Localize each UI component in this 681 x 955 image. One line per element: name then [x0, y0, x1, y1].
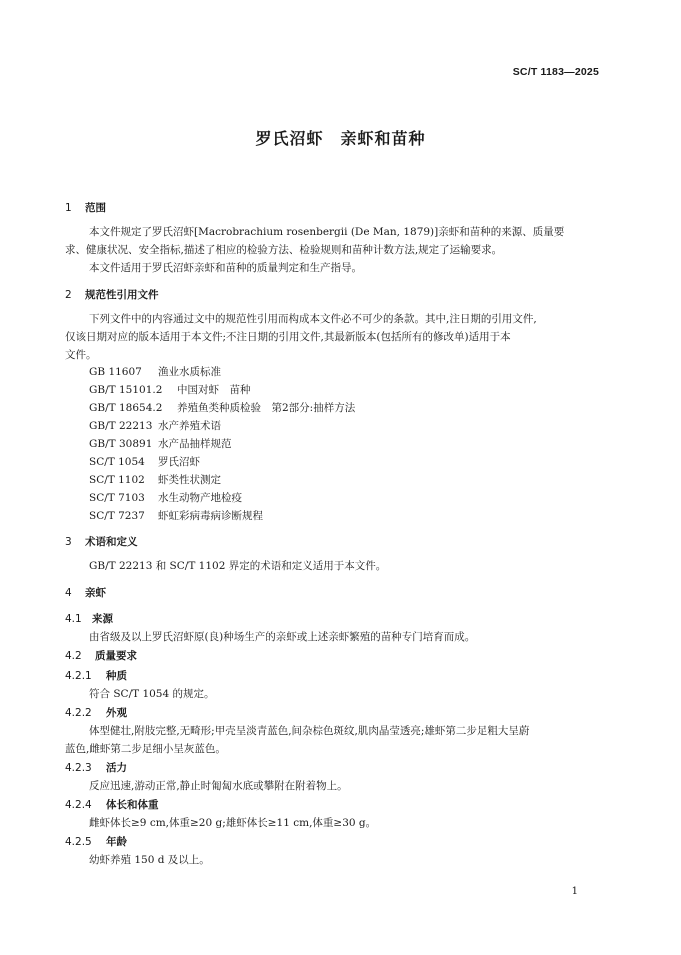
reference-item: [89, 382, 251, 397]
subsection-4-2-1-heading: [65, 668, 127, 683]
subsection-title: 体长和体重: [106, 799, 159, 811]
reference-item: [89, 418, 221, 433]
reference-code: GB/T 18654.2: [89, 402, 163, 414]
subsection-number: 4.2.3: [65, 762, 92, 774]
section-2-heading: [65, 287, 159, 302]
reference-name: 中国对虾 苗种: [177, 384, 251, 396]
reference-item: [89, 364, 221, 379]
paragraph-line: 下列文件中的内容通过文中的规范性引用而构成本文件必不可少的条款。其中,注日期的引用文件,: [89, 313, 537, 325]
reference-item: [89, 490, 242, 505]
paragraph-line: 幼虾养殖 150 d 及以上。: [89, 854, 210, 866]
subsection-4-2-4-heading: [65, 797, 159, 812]
subsection-4-2-5-heading: [65, 834, 127, 849]
reference-name: 水产养殖术语: [158, 420, 221, 432]
paragraph-line: 雌虾体长≥9 cm,体重≥20 g;雄虾体长≥11 cm,体重≥30 g。: [89, 817, 377, 829]
paragraph-line: GB/T 22213 和 SC/T 1102 界定的术语和定义适用于本文件。: [89, 560, 387, 572]
subsection-number: 4.2.1: [65, 670, 92, 682]
reference-code: GB 11607: [89, 366, 142, 378]
reference-code: GB/T 30891: [89, 438, 153, 450]
reference-name: 罗氏沼虾: [158, 456, 200, 468]
reference-name: 渔业水质标准: [158, 366, 221, 378]
reference-name: 虾类性状测定: [158, 474, 221, 486]
subsection-4-2-2-heading: [65, 705, 127, 720]
subsection-title: 外观: [106, 707, 127, 719]
section-title: 范围: [85, 202, 106, 214]
section-number: 2: [65, 289, 72, 301]
reference-item: [89, 508, 263, 523]
reference-item: [89, 400, 355, 415]
standard-code: SC/T 1183—2025: [512, 66, 599, 78]
reference-code: SC/T 1054: [89, 456, 145, 468]
reference-code: SC/T 7103: [89, 492, 145, 504]
subsection-4-2-heading: [65, 648, 137, 663]
paragraph-line: 求、健康状况、安全指标,描述了相应的检验方法、检验规则和苗种计数方法,规定了运输要求。: [65, 244, 503, 256]
section-title: 规范性引用文件: [85, 289, 159, 301]
document-title: 罗氏沼虾 亲虾和苗种: [255, 129, 426, 148]
reference-name: 水产品抽样规范: [158, 438, 232, 450]
subsection-title: 质量要求: [95, 650, 137, 662]
subsection-number: 4.2.4: [65, 799, 92, 811]
section-number: 4: [65, 587, 72, 599]
section-number: 3: [65, 536, 72, 548]
page-number: 1: [571, 886, 578, 897]
subsection-number: 4.2.2: [65, 707, 92, 719]
paragraph-line: 体型健壮,附肢完整,无畸形;甲壳呈淡青蓝色,间杂棕色斑纹,肌肉晶莹透亮;雄虾第二步足粗大呈蔚: [89, 725, 530, 737]
subsection-title: 种质: [106, 670, 127, 682]
paragraph-line: 符合 SC/T 1054 的规定。: [89, 688, 215, 700]
subsection-title: 年龄: [106, 836, 127, 848]
paragraph-line: 文件。: [65, 349, 97, 361]
paragraph-line: 蓝色,雌虾第二步足细小呈灰蓝色。: [65, 743, 226, 755]
paragraph-line: 本文件规定了罗氏沼虾[Macrobrachium rosenbergii (De Man, 1879)]亲虾和苗种的来源、质量要: [89, 226, 565, 238]
reference-item: [89, 472, 221, 487]
reference-code: SC/T 1102: [89, 474, 145, 486]
reference-code: GB/T 15101.2: [89, 384, 163, 396]
subsection-number: 4.2: [65, 650, 82, 662]
reference-item: [89, 436, 232, 451]
subsection-4-2-3-heading: [65, 760, 127, 775]
subsection-4-1-heading: [65, 611, 113, 626]
subsection-number: 4.1: [65, 613, 82, 625]
paragraph-line: 仅该日期对应的版本适用于本文件;不注日期的引用文件,其最新版本(包括所有的修改单)适用于本: [65, 331, 511, 343]
subsection-title: 活力: [106, 762, 127, 774]
section-3-heading: [65, 534, 138, 549]
reference-name: 虾虹彩病毒病诊断规程: [158, 510, 263, 522]
section-number: 1: [65, 202, 72, 214]
paragraph-line: 反应迅速,游动正常,静止时匍匐水底或攀附在附着物上。: [89, 780, 348, 792]
reference-name: 水生动物产地检疫: [158, 492, 242, 504]
reference-name: 养殖鱼类种质检验 第2部分:抽样方法: [177, 402, 356, 414]
section-title: 术语和定义: [85, 536, 138, 548]
section-title: 亲虾: [85, 587, 106, 599]
reference-code: GB/T 22213: [89, 420, 153, 432]
subsection-title: 来源: [92, 613, 113, 625]
subsection-number: 4.2.5: [65, 836, 92, 848]
section-4-heading: [65, 585, 106, 600]
section-1-heading: [65, 200, 106, 215]
reference-code: SC/T 7237: [89, 510, 145, 522]
paragraph-line: 本文件适用于罗氏沼虾亲虾和苗种的质量判定和生产指导。: [89, 262, 362, 274]
reference-item: [89, 454, 200, 469]
paragraph-line: 由省级及以上罗氏沼虾原(良)种场生产的亲虾或上述亲虾繁殖的苗种专门培育而成。: [89, 631, 476, 643]
